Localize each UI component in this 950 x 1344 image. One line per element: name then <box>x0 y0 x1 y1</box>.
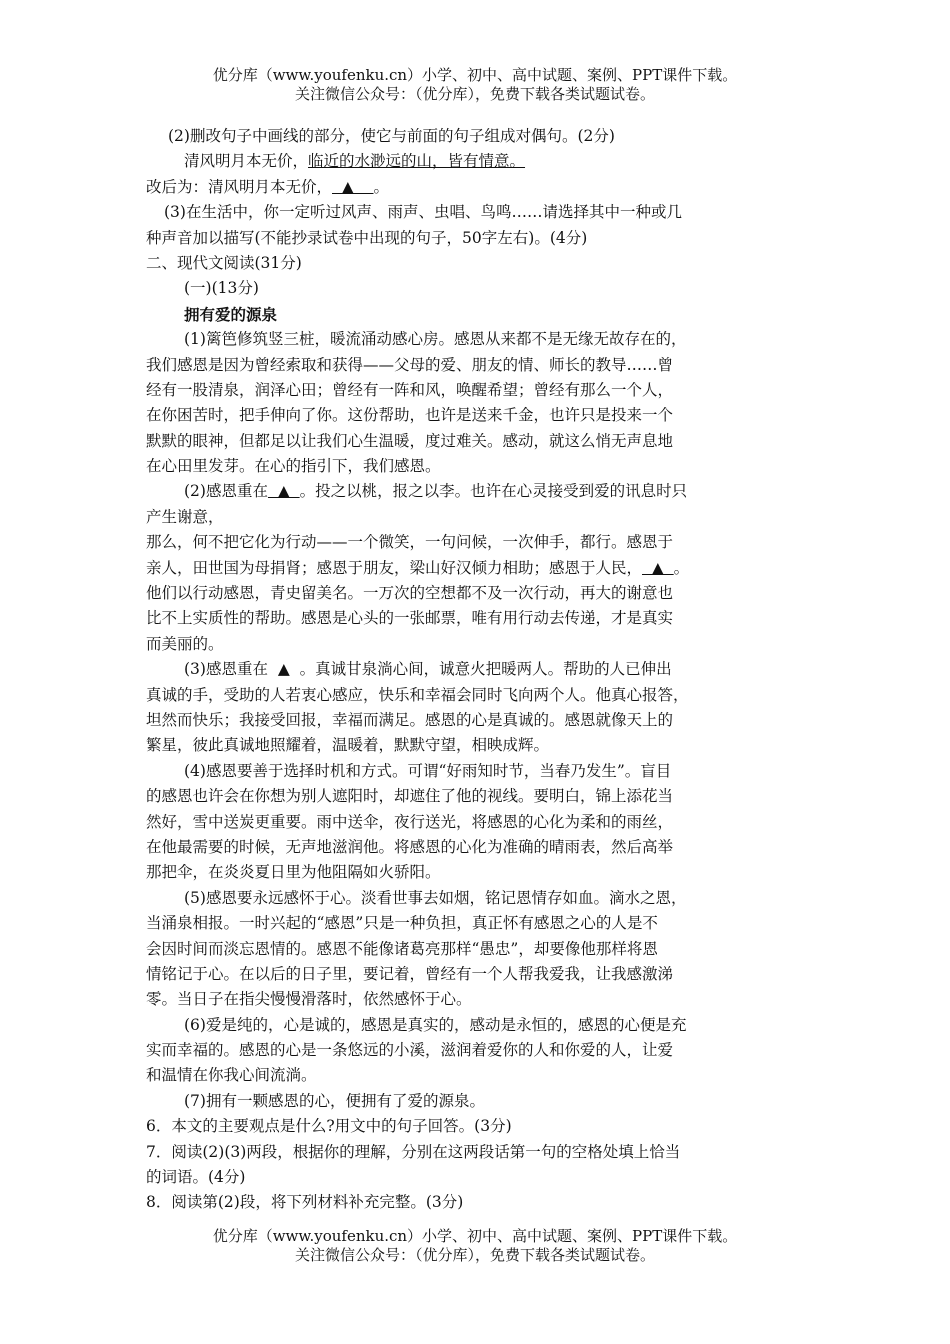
p4-line: 然好，雪中送炭更重要。雨中送伞，夜行送光，将感恩的心化为柔和的雨丝， <box>146 812 674 831</box>
p3-line: 繁星，彼此真诚地照耀着，温暖着，默默守望，相映成辉。 <box>146 736 550 755</box>
underlined-part: 临近的水渺远的山，皆有情意。 <box>308 152 526 171</box>
part-title: (一)(13分) <box>184 279 259 298</box>
answer-line: 改后为：清风明月本无价， ▲ 。 <box>146 175 818 200</box>
header-line-2: 关注微信公众号：（优分库），免费下载各类试题试卷。 <box>294 85 655 103</box>
p5-line: 会因时间而淡忘恩情的。感恩不能像诸葛亮那样“愚忠”，却要像他那样将恩 <box>146 939 658 958</box>
page-footer <box>0 1227 950 1265</box>
page-header <box>0 66 950 104</box>
p5-line: 当涌泉相报。一时兴起的“感恩”只是一种负担，真正怀有感恩之心的人是不 <box>146 914 658 933</box>
article-title: 拥有爱的源泉 <box>184 304 278 324</box>
p2-line: 而美丽的。 <box>146 634 224 653</box>
exam-content <box>146 124 818 1216</box>
p1-line: 在心田里发芽。在心的指引下，我们感恩。 <box>146 457 441 476</box>
section-title: 二、现代文阅读(31分) <box>146 253 302 272</box>
answer-blank[interactable]: ▲ <box>332 177 374 196</box>
question-3-prompt-cont: 种声音加以描写(不能抄录试卷中出现的句子，50字左右)。(4分) <box>146 228 588 247</box>
p3-line: 真诚的手，受助的人若衷心感应，快乐和幸福会同时飞向两个人。他真心报答， <box>146 685 689 704</box>
footer-line-1: 优分库（www.youfenku.cn）小学、初中、高中试题、案例、PPT课件下载。 <box>212 1227 738 1245</box>
original-sentence: 清风明月本无价，临近的水渺远的山，皆有情意。 <box>184 152 526 171</box>
p3-line: (3)感恩重在 ▲ 。真诚甘泉淌心间，诚意火把暖两人。帮助的人已伸出 <box>184 660 672 679</box>
p1-line: (1)篱笆修筑竖三桩，暖流涌动感心房。感恩从来都不是无缘无故存在的， <box>184 330 687 349</box>
p2-line: 比不上实质性的帮助。感恩是心头的一张邮票，唯有用行动去传递，才是真实 <box>146 609 674 628</box>
p1-line: 经有一股清泉，润泽心田；曾经有一阵和风，唤醒希望；曾经有那么一个人， <box>146 380 674 399</box>
p5-line: 零。当日子在指尖慢慢滑落时，依然感怀于心。 <box>146 990 472 1009</box>
p2-line: 产生谢意， <box>146 507 224 526</box>
p2-line: 亲人，田世国为母捐肾；感恩于朋友，梁山好汉倾力相助；感恩于人民， ▲ 。 <box>146 556 818 581</box>
p2-line: (2)感恩重在 ▲ 。投之以桃，报之以李。也许在心灵接受到爱的讯息时只 <box>146 479 818 504</box>
p5-line: (5)感恩要永远感怀于心。淡看世事去如烟，铭记恩情存如血。滴水之恩， <box>184 888 687 907</box>
p1-line: 我们感恩是因为曾经索取和获得——父母的爱、朋友的情、师长的教导……曾 <box>146 355 674 374</box>
question-2-prompt: (2)删改句子中画线的部分，使它与前面的句子组成对偶句。(2分) <box>168 127 615 145</box>
header-line-1: 优分库（www.youfenku.cn）小学、初中、高中试题、案例、PPT课件下载。 <box>212 66 738 84</box>
question-3-prompt: (3)在生活中，你一定听过风声、雨声、虫唱、鸟鸣……请选择其中一种或几 <box>164 203 682 222</box>
question-7-cont: 的词语。(4分) <box>146 1168 246 1187</box>
question-7: 7．阅读(2)(3)两段，根据你的理解，分别在这两段话第一句的空格处填上恰当 <box>146 1142 681 1161</box>
p4-line: 的感恩也许会在你想为别人遮阳时，却遮住了他的视线。要明白，锦上添花当 <box>146 787 674 806</box>
p2-line: 那么，何不把它化为行动——一个微笑，一句问候，一次伸手，都行。感恩于 <box>146 533 674 552</box>
p6-line: (6)爱是纯的，心是诚的，感恩是真实的，感动是永恒的，感恩的心便是充 <box>184 1015 687 1034</box>
blank-p3[interactable]: ▲ <box>267 660 300 679</box>
p4-line: 那把伞，在炎炎夏日里为他阻隔如火骄阳。 <box>146 863 441 882</box>
question-6: 6．本文的主要观点是什么?用文中的句子回答。(3分) <box>146 1117 512 1136</box>
p4-line: 在他最需要的时候，无声地滋润他。将感恩的心化为准确的晴雨表，然后高举 <box>146 837 674 856</box>
p2-line: 他们以行动感恩，青史留美名。一万次的空想都不及一次行动，再大的谢意也 <box>146 584 674 603</box>
p4-line: (4)感恩要善于选择时机和方式。可谓“好雨知时节，当春乃发生”。盲目 <box>184 761 672 780</box>
p1-line: 在你困苦时，把手伸向了你。这份帮助，也许是送来千金，也许只是投来一个 <box>146 406 674 425</box>
p5-line: 情铭记于心。在以后的日子里，要记着，曾经有一个人帮我爱我，让我感激涕 <box>146 964 674 983</box>
p7-line: (7)拥有一颗感恩的心，便拥有了爱的源泉。 <box>184 1091 485 1110</box>
p3-line: 坦然而快乐；我接受回报，幸福而满足。感恩的心是真诚的。感恩就像天上的 <box>146 710 674 729</box>
footer-line-2: 关注微信公众号：（优分库），免费下载各类试题试卷。 <box>294 1246 655 1264</box>
p6-line: 和温情在你我心间流淌。 <box>146 1066 317 1085</box>
blank-p2[interactable]: ▲ <box>267 482 300 501</box>
blank-p2-people[interactable]: ▲ <box>642 558 674 577</box>
p6-line: 实而幸福的。感恩的心是一条悠远的小溪，滋润着爱你的人和你爱的人，让爱 <box>146 1041 674 1060</box>
p1-line: 默默的眼神，但都足以让我们心生温暖，度过难关。感动，就这么悄无声息地 <box>146 431 674 450</box>
question-8: 8．阅读第(2)段，将下列材料补充完整。(3分) <box>146 1193 464 1212</box>
